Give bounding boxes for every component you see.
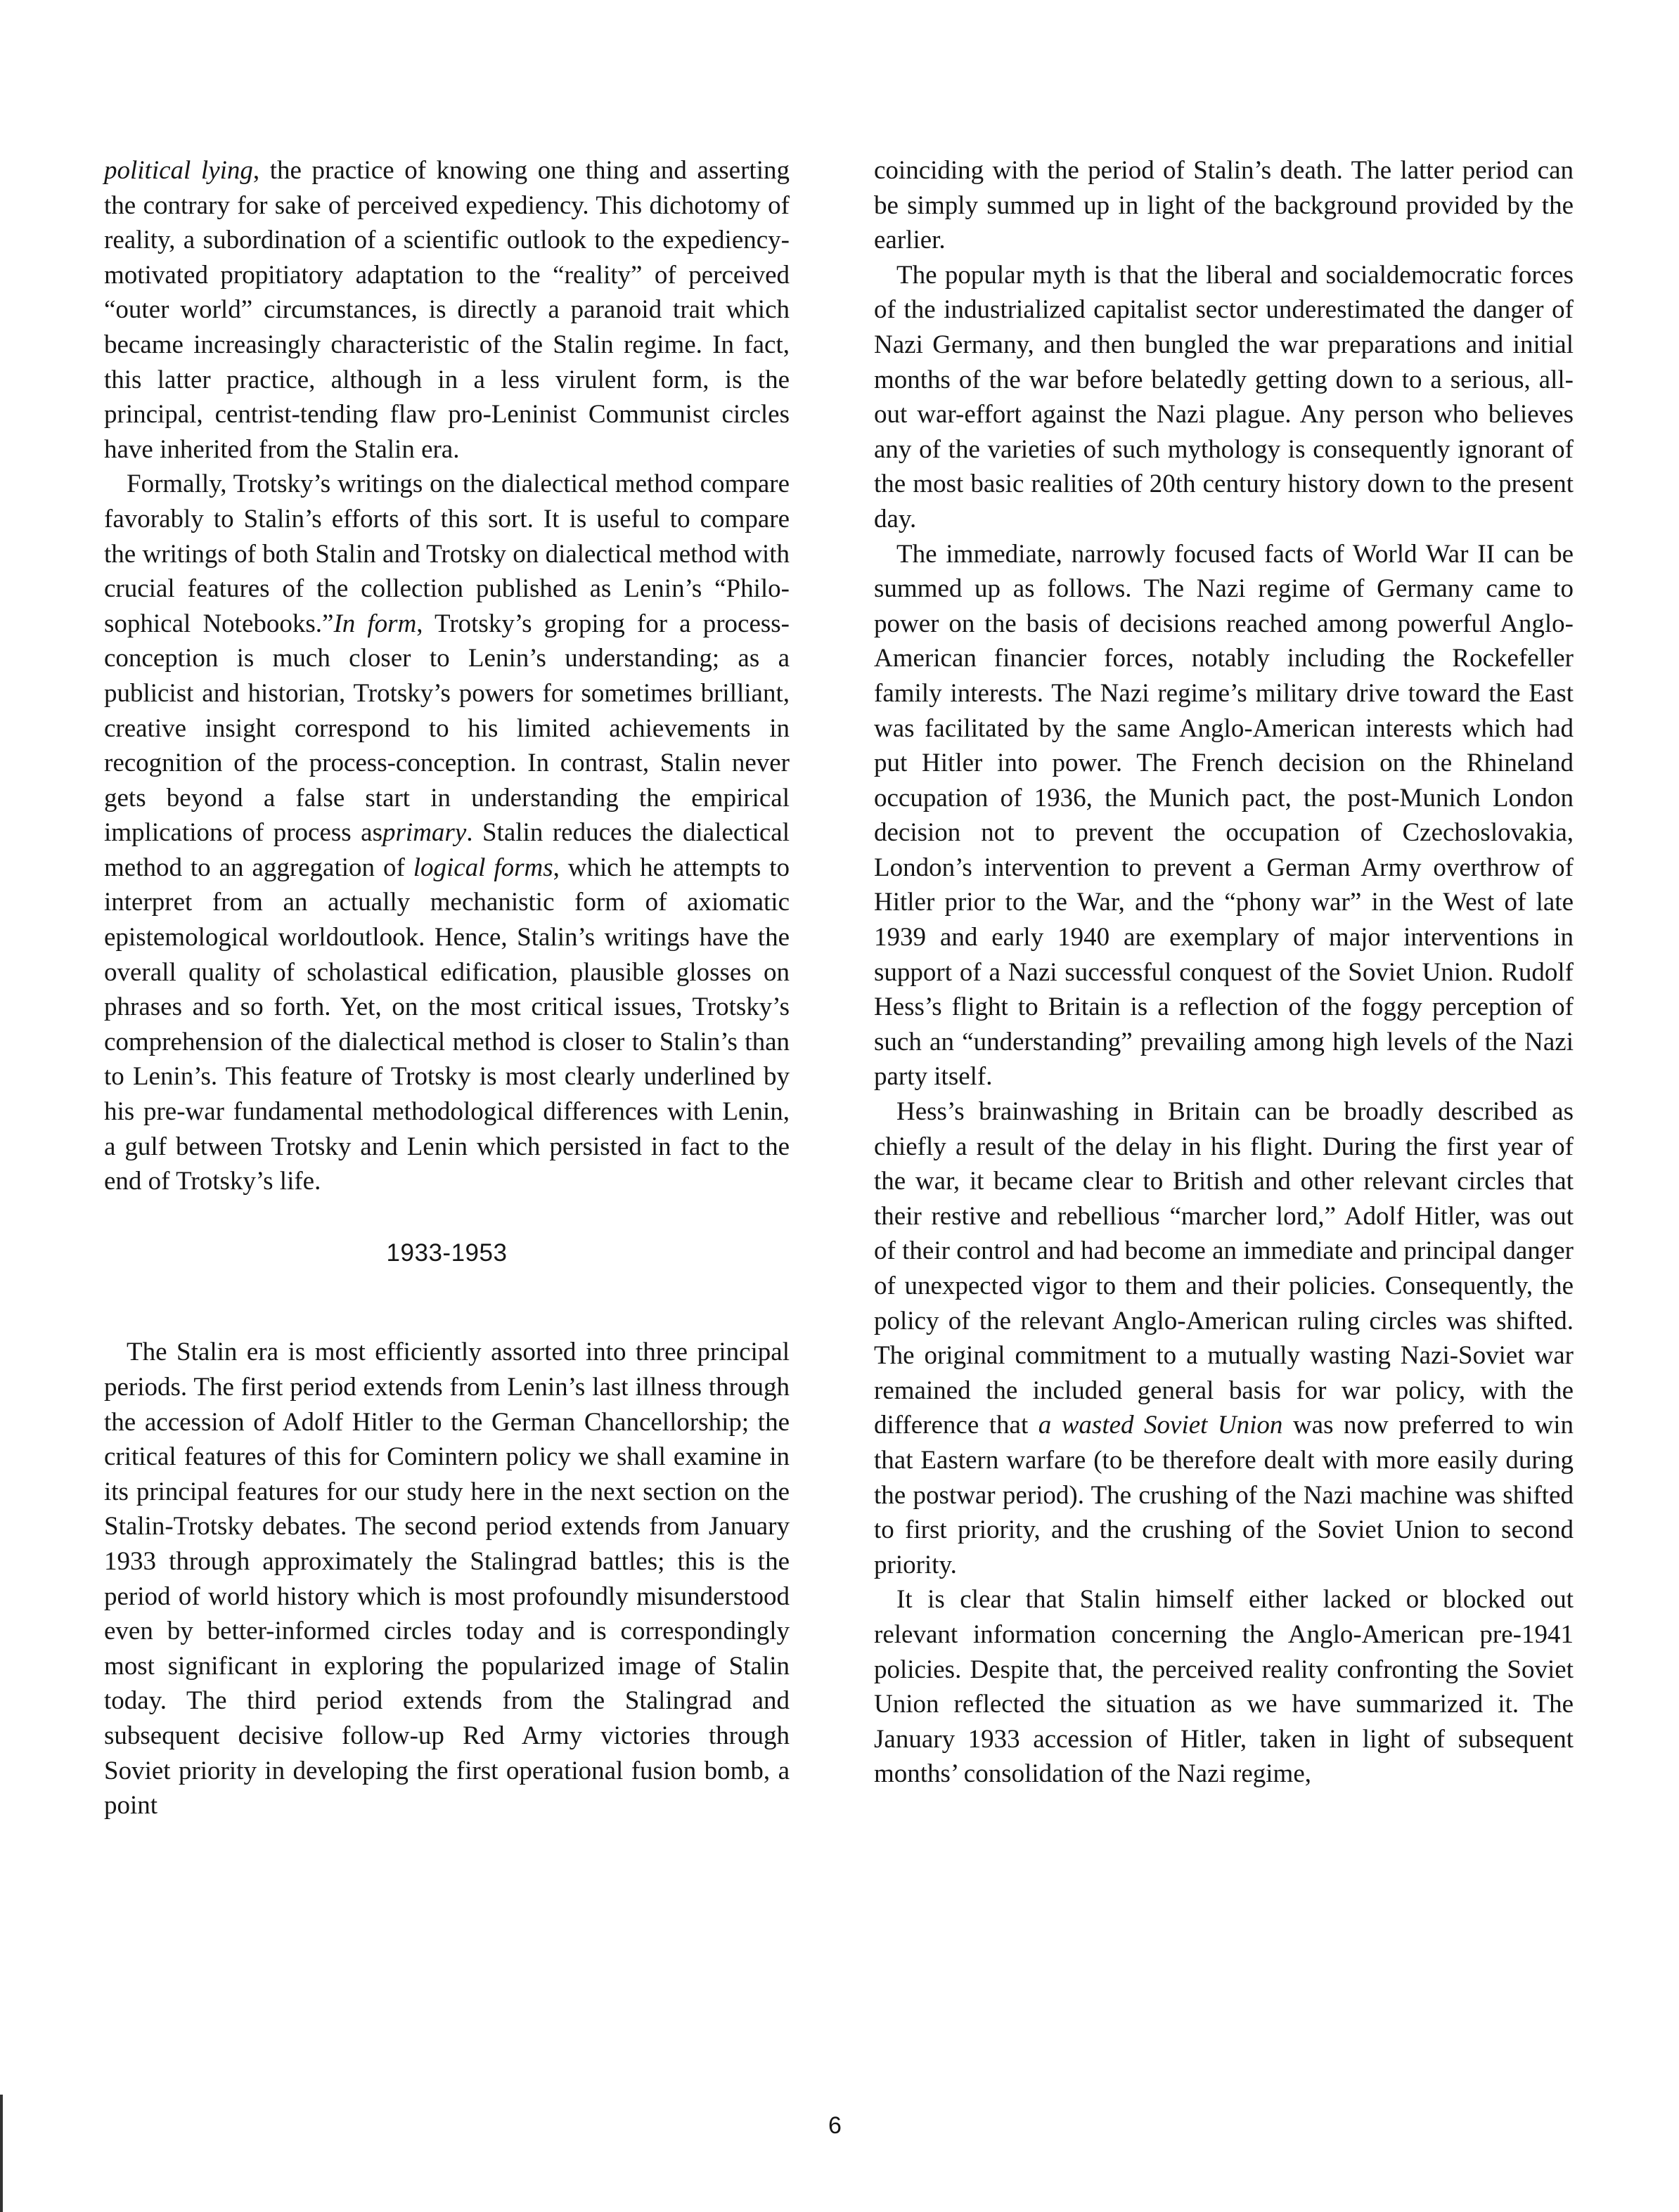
- paragraph-text: , the practice of knowing one thing and asserting the contrary for sake of perceived expediency. This dichotomy of reality, a subordination of a scientific outlook to the expediency-motivated propitiatory adaptation to the “reality” of perceived “outer world” circumstances, is directly a paranoid trait which became increasingly characteristic of the Stalin regime. In fact, this latter practice, although in a less virulent form, is the principal, centrist-tending flaw pro-Leninist Communist circles have inherited from the Stalin era.: [104, 156, 790, 464]
- paragraph: coinciding with the period of Stalin’s death. The latter period can be simply summed up in light of the background provided by the earlier.: [874, 156, 1574, 255]
- paragraph: [104, 467, 790, 1198]
- italic-phrase: In form: [333, 609, 417, 638]
- right-column: [874, 153, 1574, 1792]
- section-heading: 1933-1953: [386, 1238, 508, 1267]
- page-number: 6: [828, 2112, 842, 2139]
- paragraph: The popular myth is that the liberal and socialdemocratic forces of the industrialized capitalist sector underestimated the danger of Nazi Germany, and then bungled the war preparations and initial months of the war before belatedly getting down to a serious, all-out war-effort against the Nazi plague. Any person who believes any of the varieties of such mythology is consequently ignorant of the most basic realities of 20th century history down to the present day.: [874, 260, 1574, 533]
- paragraph: The immediate, narrowly focused facts of World War II can be summed up as follows. The Nazi regime of Germany came to power on the basis of decisions reached among powerful Anglo-American financier forces, notably including the Rockefeller family interests. The Nazi regime’s military drive toward the East was facilitated by the same Anglo-American interests which had put Hitler into power. The French decision on the Rhineland occupation of 1936, the Munich pact, the post-Munich London decision not to prevent the occupation of Czechoslovakia, London’s intervention to prevent a German Army overthrow of Hitler prior to the War, and the “phony war” in the West of late 1939 and early 1940 are exemplary of major interventions in support of a Nazi successful conquest of the Soviet Union. Rudolf Hess’s flight to Britain is a reflection of the foggy perception of such an “understanding” prevailing among high levels of the Nazi party itself.: [874, 539, 1574, 1092]
- paragraph-text: , Trotsky’s groping for a process-conception is much closer to Lenin’s understanding; as a publicist and historian, Trotsky’s powers for sometimes brilliant, creative insight correspond to his limited achievements in recognition of the process-conception. In contrast, Stalin never gets beyond a false start in understanding the empirical implications of process as: [104, 609, 790, 848]
- scan-edge-mark: [0, 2095, 3, 2212]
- left-column: [104, 153, 790, 1823]
- paragraph: It is clear that Stalin himself either lacked or blocked out relevant information concerning the Anglo-American pre-1941 policies. Despite that, the perceived reality confronting the Soviet Union reflected the situation as we have summarized it. The January 1933 accession of Hitler, taken in light of subsequent months’ consolidation of the Nazi regime,: [874, 1585, 1574, 1789]
- italic-phrase: primary: [382, 818, 467, 848]
- italic-phrase: a wasted Soviet Union: [1038, 1411, 1283, 1440]
- italic-phrase: logical forms: [413, 853, 553, 882]
- paragraph-text: Hess’s brainwashing in Britain can be broadly described as chiefly a result of the delay in his flight. During the first year of the war, it became clear to British and other relevant circles that their restive and rebellious “marcher lord,” Adolf Hitler, was out of their control and had become an immediate and principal danger of unexpected vigor to them and their policies. Consequently, the policy of the relevant Anglo-American ruling circles was shifted. The original commitment to a mutually wasting Nazi-Soviet war remained the included general basis for war policy, with the difference that: [874, 1097, 1574, 1440]
- paragraph: [104, 153, 790, 467]
- paragraph: The Stalin era is most efficiently assorted into three principal periods. The first period extends from Lenin’s last illness through the accession of Adolf Hitler to the German Chancellorship; the critical features of this for Comintern policy we shall examine in its principal features for our study here in the next section on the Stalin-Trotsky debates. The second period extends from January 1933 through approximately the Stalingrad battles; this is the period of world history which is most profoundly misunderstood even by better-informed circles today and is correspondingly most significant in exploring the popularized image of Stalin today. The third period extends from the Stalingrad and subsequent decisive follow-up Red Army victories through Soviet priority in developing the first operational fusion bomb, a point: [104, 1338, 790, 1820]
- paragraph-text: . Stalin reduces the dialectical method to an aggregation of: [104, 818, 790, 882]
- italic-phrase: political lying: [104, 156, 253, 185]
- paragraph: [874, 1094, 1574, 1582]
- paragraph-text: Formally, Trotsky’s writings on the dialectical method compare favorably to Stalin’s efforts of this sort. It is useful to compare the writings of both Stalin and Trotsky on dialectical method with crucial features of the collection published as Lenin’s “Philosophical Notebooks.”: [104, 470, 790, 638]
- paragraph-text: , which he attempts to interpret from an actually mechanistic form of axiomatic epistemological worldoutlook. Hence, Stalin’s writings have the overall quality of scholastical edification, plausible glosses on phrases and so forth. Yet, on the most critical issues, Trotsky’s comprehension of the dialectical method is closer to Stalin’s than to Lenin’s. This feature of Trotsky is most clearly underlined by his pre-war fundamental methodological differences with Lenin, a gulf between Trotsky and Lenin which persisted in fact to the end of Trotsky’s life.: [104, 853, 790, 1196]
- paragraph-text: was now preferred to win that Eastern warfare (to be therefore dealt with more easily during the postwar period). The crushing of the Nazi machine was shifted to first priority, and the crushing of the Soviet Union to second priority.: [874, 1411, 1574, 1579]
